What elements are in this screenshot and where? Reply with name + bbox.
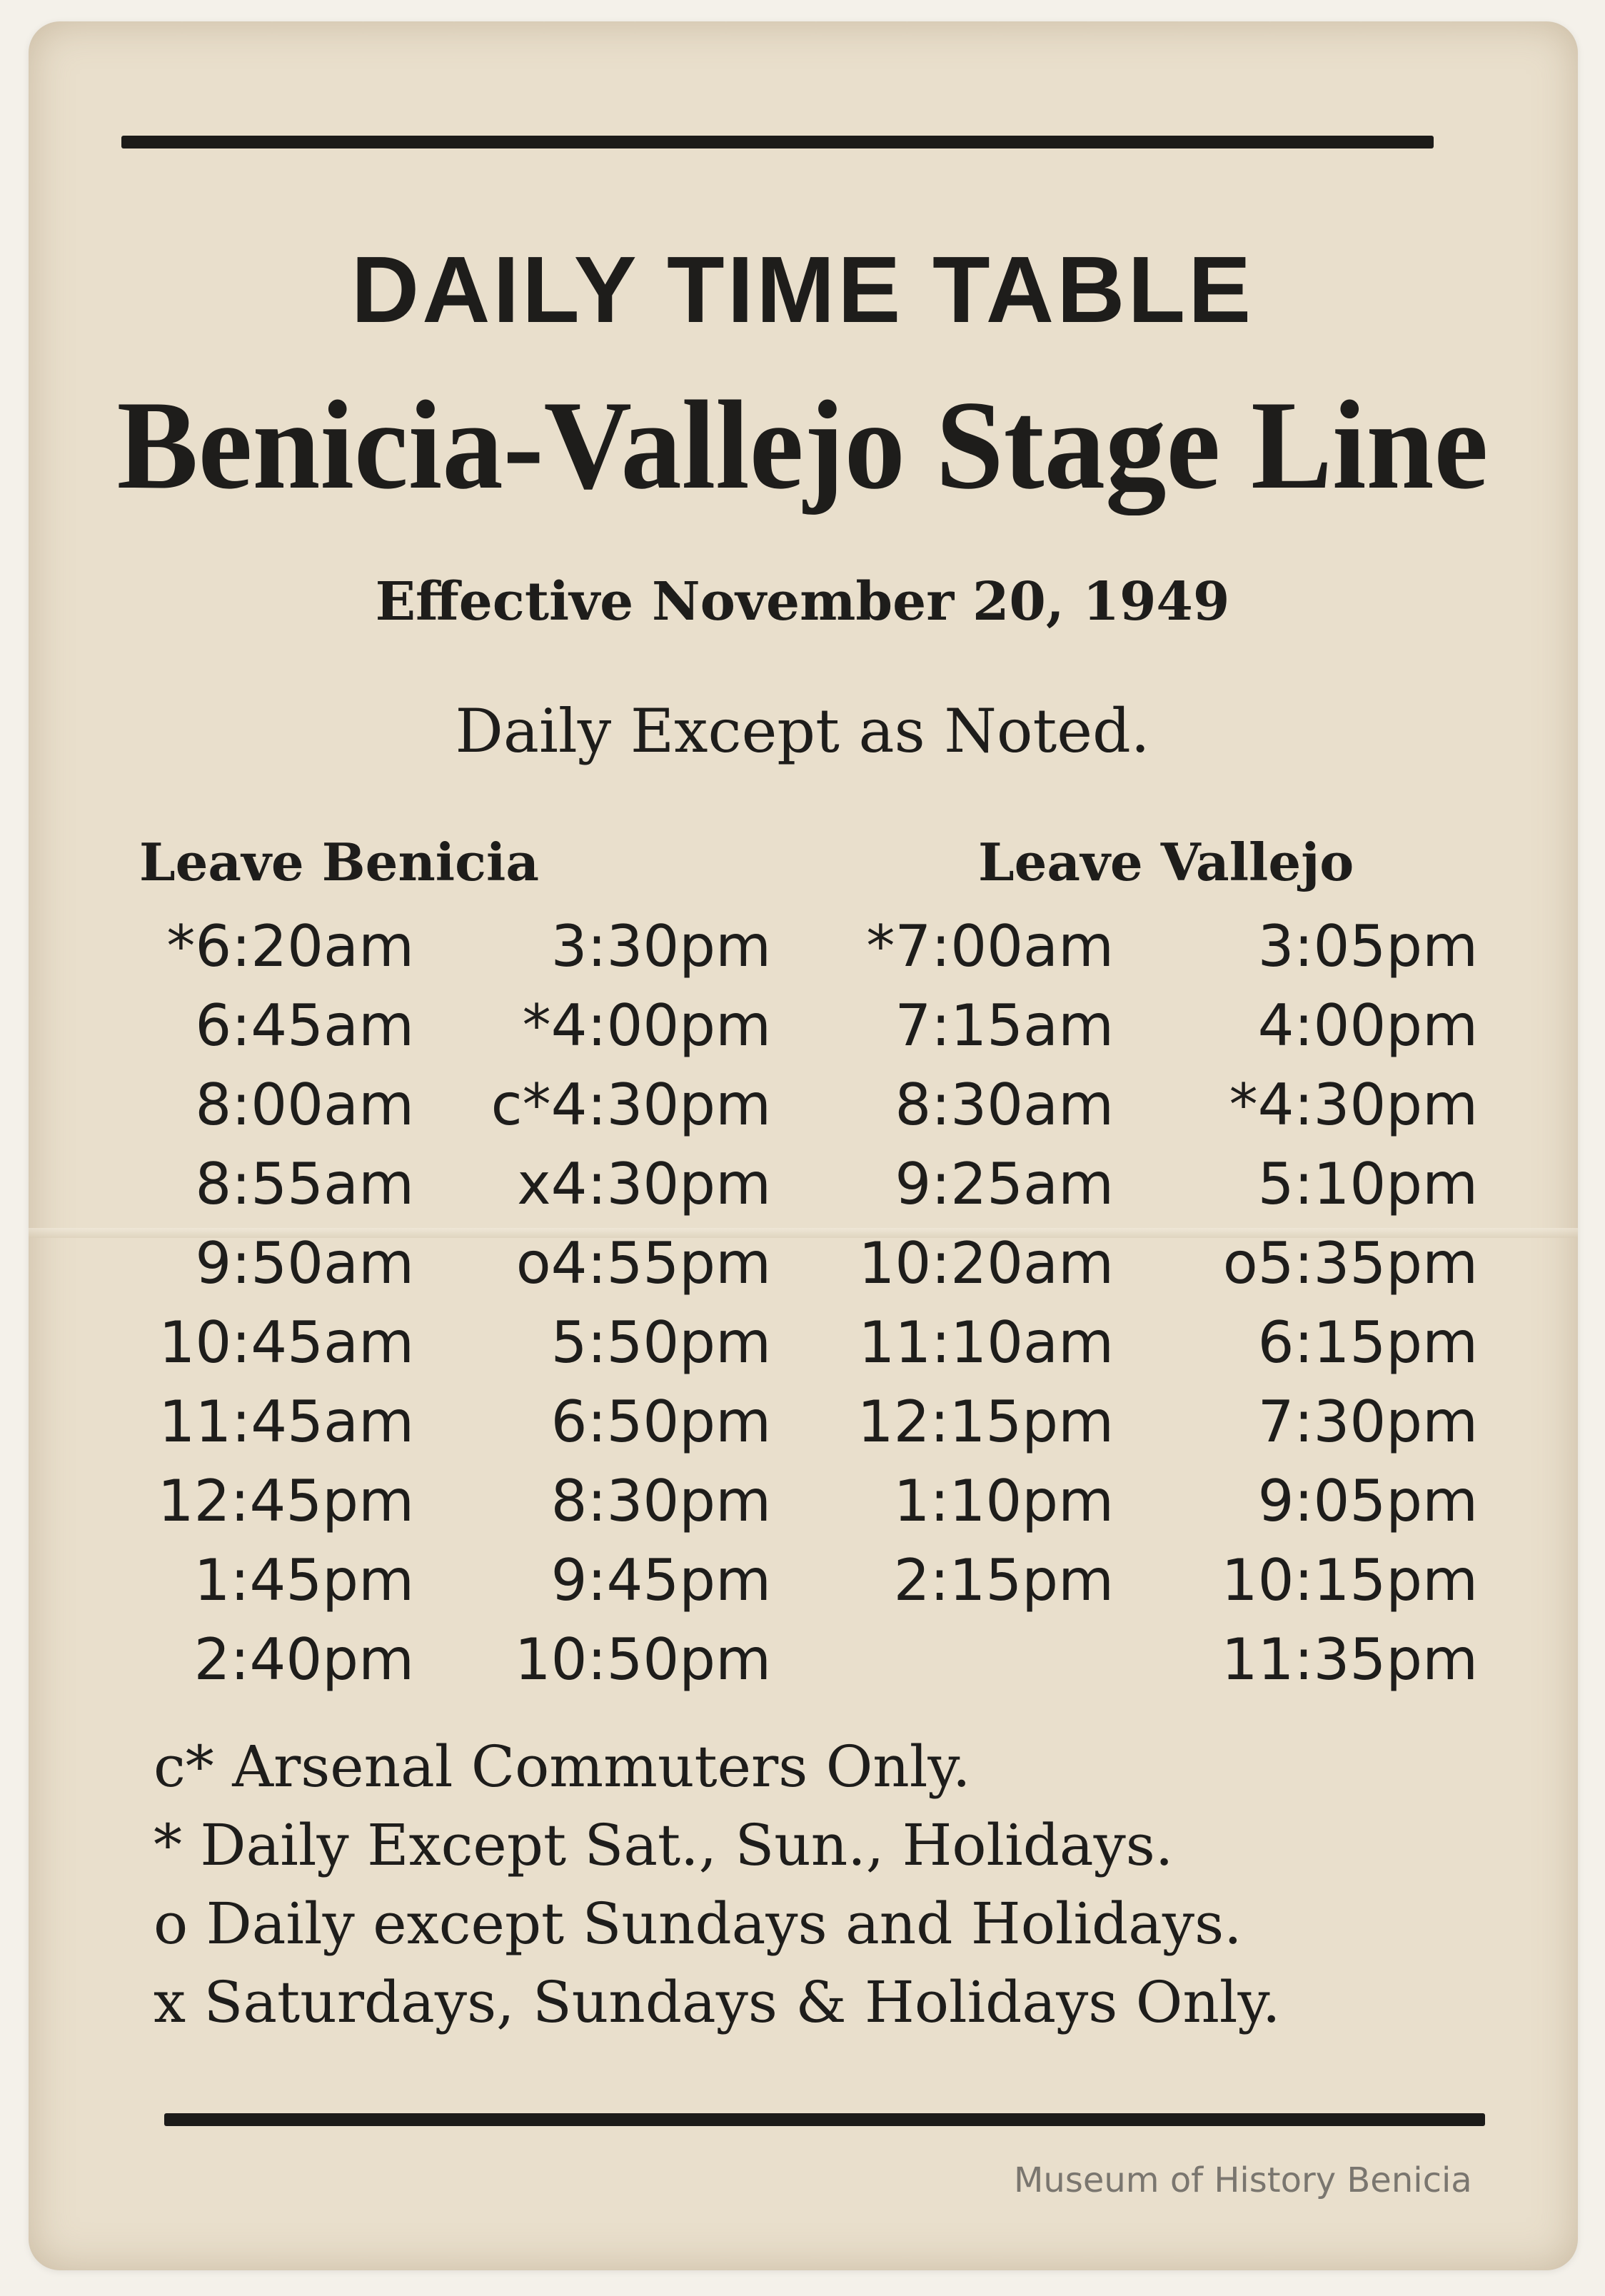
footnote-weekends: x Saturdays, Sundays & Holidays Only. <box>154 1969 1281 2035</box>
departure-time: 7:15am <box>895 992 1114 1059</box>
footnote-except-sundays: o Daily except Sundays and Holidays. <box>154 1890 1242 1957</box>
vallejo-column-1 <box>800 907 1114 1620</box>
departure-time: 8:55am <box>195 1151 414 1217</box>
departure-time: 10:45am <box>159 1309 414 1376</box>
departure-time: 9:45pm <box>550 1547 771 1613</box>
departure-time: *6:20am <box>166 913 414 980</box>
departure-time: 8:00am <box>195 1072 414 1138</box>
departure-time: 9:50am <box>195 1230 414 1296</box>
footnotes <box>154 1728 1280 2042</box>
timetable-title: DAILY TIME TABLE <box>351 237 1254 342</box>
departure-time: *4:00pm <box>522 992 771 1059</box>
benicia-column-2 <box>457 907 771 1699</box>
departure-time: 1:10pm <box>893 1468 1114 1534</box>
departure-time: 8:30pm <box>550 1468 771 1534</box>
departure-time: 12:45pm <box>157 1468 414 1534</box>
departure-time: c*4:30pm <box>490 1072 771 1138</box>
departure-time: 2:15pm <box>893 1547 1114 1613</box>
departure-time: *7:00am <box>866 913 1114 980</box>
vallejo-column-2 <box>1164 907 1478 1699</box>
benicia-column-1 <box>100 907 414 1699</box>
departure-time: 6:15pm <box>1257 1309 1478 1376</box>
footnote-weekdays: * Daily Except Sat., Sun., Holidays. <box>154 1812 1174 1878</box>
departure-time: 12:15pm <box>857 1389 1114 1455</box>
effective-date: Effective November 20, 1949 <box>375 571 1230 633</box>
daily-note: Daily Except as Noted. <box>455 696 1150 766</box>
departure-time: 7:30pm <box>1257 1389 1478 1455</box>
departure-time: o5:35pm <box>1222 1230 1478 1296</box>
departure-time: 5:10pm <box>1257 1151 1478 1217</box>
departure-time: 4:00pm <box>1257 992 1478 1059</box>
departure-time: 11:45am <box>159 1389 414 1455</box>
departure-time: 6:45am <box>195 992 414 1059</box>
departure-time: 2:40pm <box>193 1626 414 1693</box>
line-name: Benicia-Vallejo Stage Line <box>116 374 1489 515</box>
footnote-arsenal: c* Arsenal Commuters Only. <box>154 1733 971 1800</box>
vallejo-heading: Leave Vallejo <box>978 832 1354 892</box>
departure-time: 6:50pm <box>550 1389 771 1455</box>
departure-time: 8:30am <box>895 1072 1114 1138</box>
departure-time: 9:25am <box>895 1151 1114 1217</box>
departure-time: 11:35pm <box>1221 1626 1478 1693</box>
departure-time: 1:45pm <box>193 1547 414 1613</box>
departure-time: 10:50pm <box>514 1626 771 1693</box>
top-rule <box>121 136 1434 148</box>
departure-time: 3:05pm <box>1257 913 1478 980</box>
departure-time: 9:05pm <box>1257 1468 1478 1534</box>
benicia-heading: Leave Benicia <box>139 832 540 892</box>
bottom-rule <box>164 2113 1485 2126</box>
departure-time: 10:15pm <box>1221 1547 1478 1613</box>
departure-time: 11:10am <box>858 1309 1114 1376</box>
departure-time: x4:30pm <box>517 1151 771 1217</box>
departure-time: o4:55pm <box>515 1230 771 1296</box>
departure-time: 5:50pm <box>550 1309 771 1376</box>
departure-time: *4:30pm <box>1229 1072 1478 1138</box>
departure-time: 3:30pm <box>550 913 771 980</box>
museum-watermark: Museum of History Benicia <box>1014 2160 1472 2200</box>
departure-time: 10:20am <box>858 1230 1114 1296</box>
